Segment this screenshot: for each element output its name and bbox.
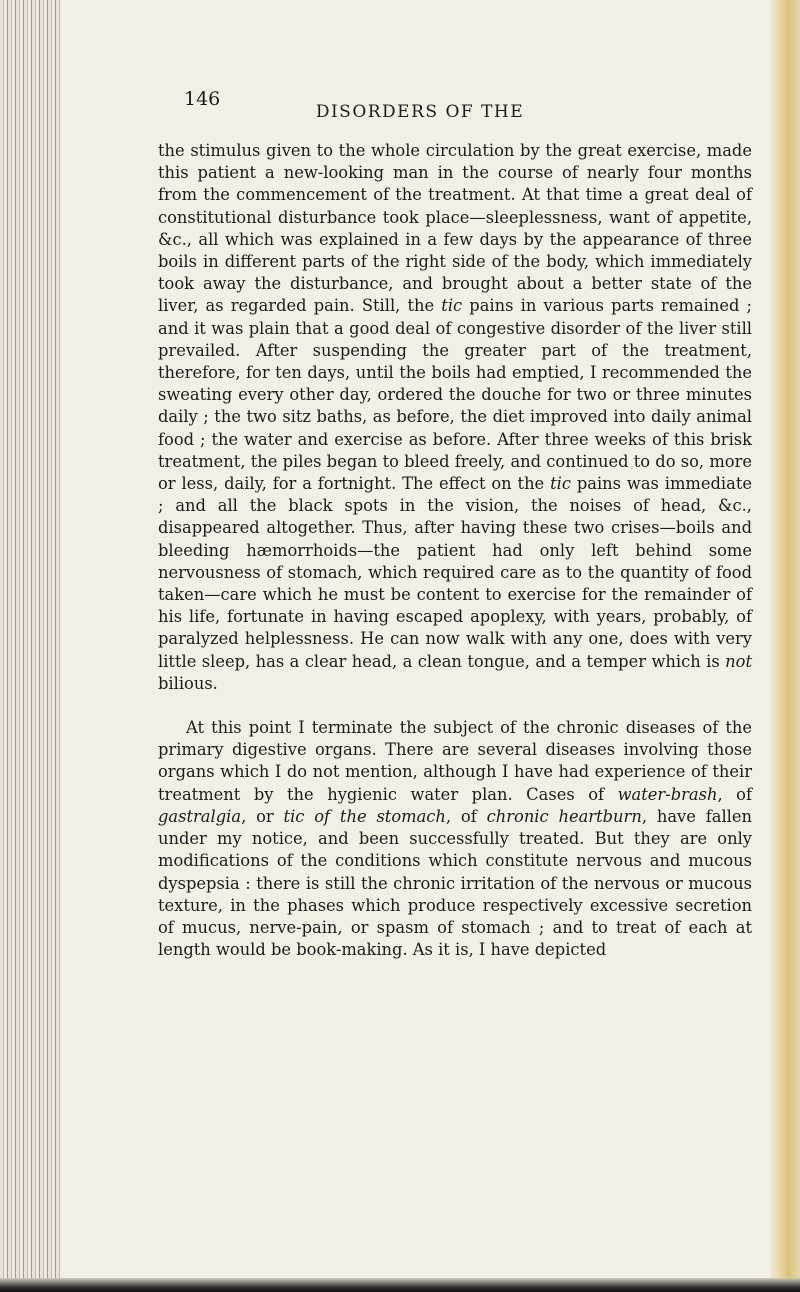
text-run: At this point I terminate the subject of the chronic diseases of the primary digestive organs. There are several diseases involving those organs which I do not mention, although I have had experience of their treatment by the hygienic water plan. Cases of — [158, 718, 752, 804]
paragraph-1 — [158, 140, 752, 695]
text-run: pains in various parts remained ; and it was plain that a good deal of congestive disorder of the liver still prevailed. After suspending the greater part of the treatment, therefore, for ten days, until the boils had emptied, I recommended the sweating every other day, ordered the douche for two or three minutes daily ; the two sitz baths, as before, the diet improved into daily animal food ; the water and exercise as before. After three weeks of this brisk treatment, the piles began to bleed freely, and continued to do so, more or less, daily, for a fortnight. The effect on the — [158, 296, 752, 494]
italic-text: tic — [550, 474, 571, 494]
italic-text: tic — [441, 296, 463, 316]
book-gutter-edge — [0, 0, 62, 1292]
italic-text: gastralgia — [158, 806, 242, 826]
text-run: , or — [241, 806, 284, 826]
text-run: the stimulus given to the whole circulation by the great exercise, made this patient a new-looking man in the course of nearly four months from the commencement of the treatment. At that time a great deal of constitutional disturbance took place—sleeplessness, want of appetite, &c., all which was explained in a few days by the appearance of three boils in different parts of the right side of the body, which immediately took away the disturbance, and brought about a better state of the liver, as regarded pain. Still, the — [158, 141, 752, 316]
book-page — [72, 88, 768, 1278]
text-run: bilious. — [158, 673, 218, 693]
page-bottom-edge — [0, 1278, 800, 1292]
italic-text: not — [725, 651, 752, 671]
text-run: , of — [445, 806, 487, 826]
running-head: DISORDERS OF THE — [315, 102, 525, 122]
italic-text: tic of the stomach — [283, 806, 446, 826]
paragraph-2 — [158, 717, 752, 961]
italic-text: chronic heartburn — [486, 806, 642, 826]
page-number: 146 — [184, 88, 221, 110]
text-run: , of — [717, 784, 752, 804]
body-text — [72, 140, 768, 961]
page-header — [72, 88, 768, 140]
page-fore-edge — [770, 0, 800, 1292]
italic-text: water-brash — [617, 784, 718, 804]
text-run: , have fallen under my notice, and been successfully treated. But they are only modifications of the conditions which constitute nervous and mucous dyspepsia : there is still the chronic irritation of the nervous or mucous texture, in the phases which produce respectively excessive secretion of mucus, nerve-pain, or spasm of stomach ; and to treat of each at length would be book-making. As it is, I have depicted — [158, 806, 752, 960]
text-run: pains was immediate ; and all the black spots in the vision, the noises of head, &c., disappeared altogether. Thus, after having these two crises—boils and bleeding hæmorrhoids—the patient had only left behind some nervousness of stomach, which required care as to the quantity of food taken—care which he must be content to exercise for the remainder of his life, fortunate in having escaped apoplexy, with years, probably, of paralyzed helplessness. He can now walk with any one, does with very little sleep, has a clear head, a clean tongue, and a temper which is — [158, 474, 752, 671]
